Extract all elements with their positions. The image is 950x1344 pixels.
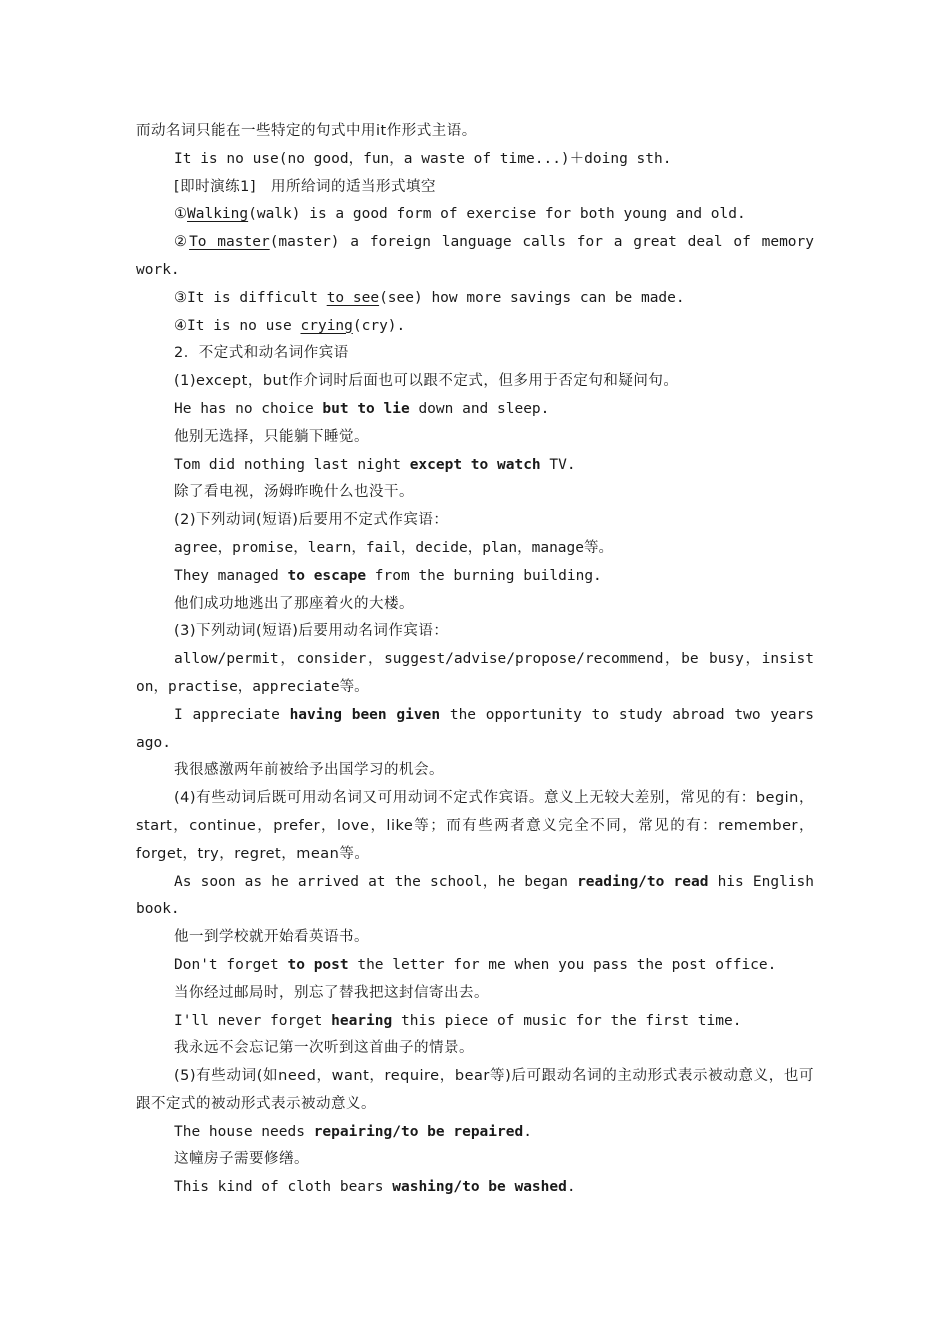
- example-text: As soon as he arrived at the school，he began: [174, 873, 578, 890]
- rule-4: (4)有些动词后既可用动名词又可用动词不定式作宾语。意义上无较大差别，常见的有：begin，start，continue，prefer，love，like等；而有些两者意义完全不同，常见的有：remember，forget，try，regret，mean等。: [136, 790, 814, 862]
- example-text: down and sleep.: [409, 400, 550, 417]
- example-sentence: [136, 1119, 814, 1147]
- example-text: TV.: [540, 456, 576, 473]
- example-text: Tom did nothing last night: [174, 456, 410, 473]
- example-text: Don't forget: [174, 956, 288, 973]
- item-text: ③It is difficult: [174, 289, 327, 306]
- verb-list: allow/permit，consider，suggest/advise/propose/recommend，be busy，insist on，practise，appreciate等。: [136, 651, 814, 695]
- document-page: [136, 118, 814, 1202]
- example-translation: 他别无选择，只能躺下睡觉。: [174, 428, 369, 445]
- example-text: his English book.: [136, 873, 815, 918]
- example-text: He has no choice: [174, 400, 323, 417]
- example-translation: 他一到学校就开始看英语书。: [174, 929, 369, 946]
- example-sentence: [136, 396, 814, 424]
- exercise-item-1: [136, 201, 814, 229]
- example-translation: 我永远不会忘记第一次听到这首曲子的情景。: [174, 1040, 474, 1057]
- example-highlight: having been given: [289, 706, 441, 723]
- example-translation: 我很感激两年前被给予出国学习的机会。: [174, 762, 444, 779]
- example-translation: 他们成功地逃出了那座着火的大楼。: [174, 595, 414, 612]
- example-highlight: to escape: [287, 567, 367, 584]
- example-text: .: [566, 1179, 576, 1196]
- rule-3: (3)下列动词(短语)后要用动名词作宾语：: [174, 623, 449, 640]
- example-highlight: repairing/to be repaired: [313, 1123, 524, 1140]
- example-highlight: washing/to be washed: [392, 1179, 567, 1196]
- example-translation: 当你经过邮局时，别忘了替我把这封信寄出去。: [174, 984, 489, 1001]
- example-highlight: but to lie: [322, 400, 410, 417]
- item-text: (cry).: [352, 317, 406, 334]
- rule-5: (5)有些动词(如need，want，require，bear等)后可跟动名词的主动形式表示被动意义，也可跟不定式的被动形式表示被动意义。: [136, 1068, 814, 1112]
- example-sentence: [136, 452, 814, 480]
- example-text: This kind of cloth bears: [174, 1179, 393, 1196]
- example-text: The house needs: [174, 1123, 314, 1140]
- item-number: ②: [174, 234, 190, 251]
- example-text: from the burning building.: [366, 567, 602, 584]
- section-heading: 2．不定式和动名词作宾语: [174, 345, 349, 362]
- example-sentence: [136, 702, 814, 758]
- example-sentence: [136, 952, 814, 980]
- exercise-item-2: [136, 229, 814, 285]
- answer-blank: crying: [300, 317, 353, 334]
- pattern-it-is-no-use: It is no use(no good，fun，a waste of time...)＋doing sth.: [174, 150, 672, 167]
- item-text: (see) how more savings can be made.: [379, 289, 685, 306]
- example-translation: 这幢房子需要修缮。: [174, 1151, 309, 1168]
- example-text: this piece of music for the first time.: [392, 1012, 742, 1029]
- item-text: (master) a foreign language calls for a great deal of memory work.: [136, 234, 814, 278]
- example-text: .: [523, 1123, 532, 1140]
- example-highlight: reading/to read: [577, 873, 709, 890]
- verb-list: agree，promise，learn，fail，decide，plan，manage等。: [174, 539, 613, 556]
- rule-2: (2)下列动词(短语)后要用不定式作宾语：: [174, 512, 449, 529]
- example-text: the opportunity to study abroad two years ago.: [136, 706, 815, 751]
- example-text: I'll never forget: [174, 1012, 332, 1029]
- answer-blank: to see: [326, 289, 380, 306]
- example-sentence: [136, 869, 814, 925]
- example-text: They managed: [174, 567, 288, 584]
- example-text: I appreciate: [174, 706, 290, 723]
- example-text: the letter for me when you pass the post office.: [348, 956, 777, 973]
- exercise-item-3: [136, 285, 814, 313]
- item-text: (walk) is a good form of exercise for both young and old.: [248, 206, 746, 223]
- example-sentence: [136, 1174, 814, 1202]
- example-highlight: to post: [287, 956, 349, 973]
- example-sentence: [136, 1008, 814, 1036]
- rule-1: (1)except，but作介词时后面也可以跟不定式，但多用于否定句和疑问句。: [174, 373, 679, 390]
- paragraph-gerund-it-subject: 而动名词只能在一些特定的句式中用it作形式主语。: [136, 123, 477, 139]
- exercise-item-4: [136, 313, 814, 341]
- exercise-heading: [即时演练1] 用所给词的适当形式填空: [174, 178, 437, 195]
- example-sentence: [136, 563, 814, 591]
- example-translation: 除了看电视，汤姆昨晚什么也没干。: [174, 484, 414, 501]
- answer-blank: To master: [189, 234, 270, 251]
- example-highlight: hearing: [331, 1012, 393, 1029]
- answer-blank: Walking: [187, 206, 249, 223]
- item-number: ①: [174, 206, 187, 223]
- item-text: ④It is no use: [174, 317, 301, 334]
- example-highlight: except to watch: [409, 456, 541, 473]
